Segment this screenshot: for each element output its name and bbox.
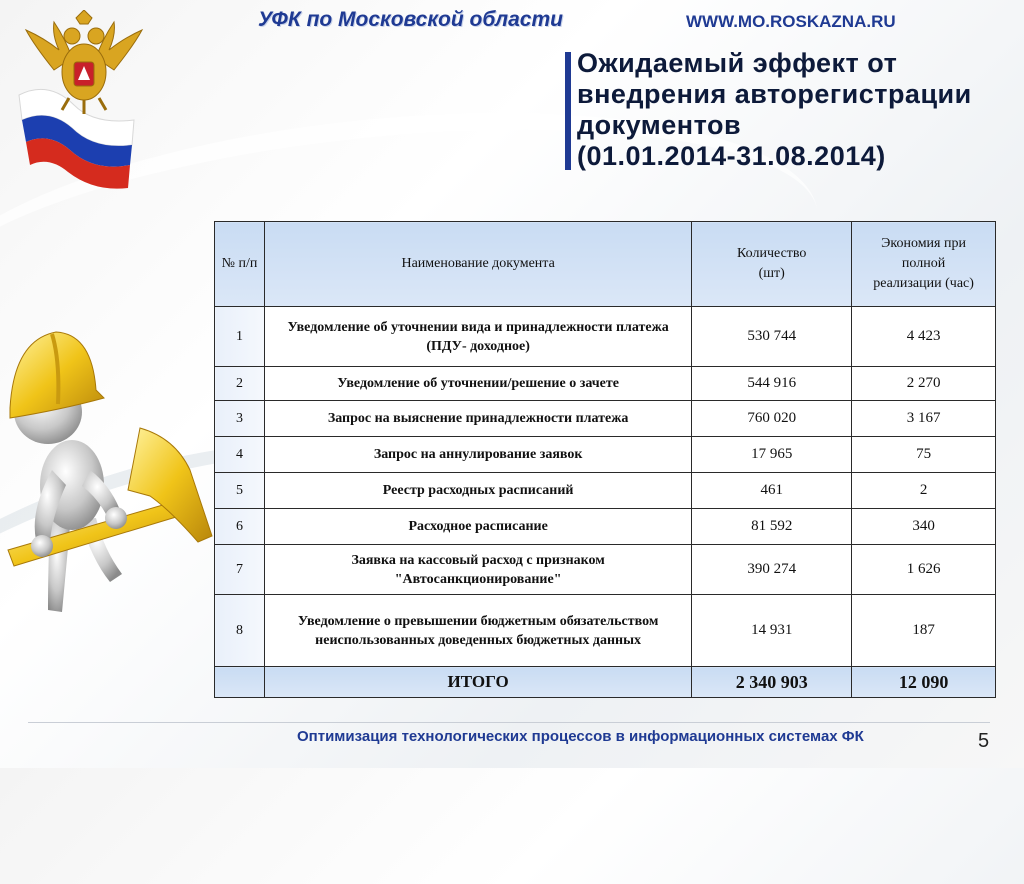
footer-caption: Оптимизация технологических процессов в информационных системах ФК: [297, 728, 864, 745]
table-row: [215, 595, 996, 667]
column-header-savings: [852, 222, 996, 307]
title-line: (01.01.2014-31.08.2014): [577, 141, 886, 171]
header-line: Экономия при: [881, 236, 966, 251]
website-url: WWW.MO.ROSKAZNA.RU: [686, 12, 896, 31]
header-line: Количество: [737, 246, 807, 261]
table-row: [215, 545, 996, 595]
document-name: Уведомление об уточнении/решение о зачете: [264, 367, 691, 401]
title-accent-bar: [565, 52, 571, 170]
row-number: 5: [215, 473, 265, 509]
row-number: 6: [215, 509, 265, 545]
table-total-row: [215, 667, 996, 698]
title-line: документов: [577, 110, 742, 140]
title-line: Ожидаемый эффект от: [577, 48, 898, 78]
quantity-value: 390 274: [692, 545, 852, 595]
header-line: реализации (час): [873, 276, 974, 291]
table-row: [215, 437, 996, 473]
document-name: Уведомление об уточнении вида и принадлежности платежа (ПДУ- доходное): [264, 307, 691, 367]
column-header-number: № п/п: [215, 222, 265, 307]
quantity-value: 544 916: [692, 367, 852, 401]
row-number: 3: [215, 401, 265, 437]
page-number: 5: [978, 730, 990, 752]
table-row: [215, 367, 996, 401]
savings-value: 75: [852, 437, 996, 473]
savings-value: 340: [852, 509, 996, 545]
savings-value: 187: [852, 595, 996, 667]
row-number: 2: [215, 367, 265, 401]
coat-of-arms-emblem: [14, 10, 154, 190]
document-name: Расходное расписание: [264, 509, 691, 545]
savings-value: 2 270: [852, 367, 996, 401]
row-number: 7: [215, 545, 265, 595]
documents-table: [214, 221, 996, 698]
table-row: [215, 307, 996, 367]
savings-value: 2: [852, 473, 996, 509]
table-header-row: [215, 222, 996, 307]
quantity-value: 14 931: [692, 595, 852, 667]
header-line: полной: [901, 256, 946, 271]
table-row: [215, 473, 996, 509]
total-savings: 12 090: [852, 667, 996, 698]
savings-value: 3 167: [852, 401, 996, 437]
total-empty-cell: [215, 667, 265, 698]
row-number: 1: [215, 307, 265, 367]
document-name: Запрос на выяснение принадлежности платежа: [264, 401, 691, 437]
column-header-quantity: [692, 222, 852, 307]
quantity-value: 81 592: [692, 509, 852, 545]
row-number: 4: [215, 437, 265, 473]
quantity-value: 760 020: [692, 401, 852, 437]
row-number: 8: [215, 595, 265, 667]
savings-value: 1 626: [852, 545, 996, 595]
slide-title: [577, 48, 1017, 172]
quantity-value: 461: [692, 473, 852, 509]
document-name: Запрос на аннулирование заявок: [264, 437, 691, 473]
footer-divider: [28, 722, 990, 723]
document-name: Заявка на кассовый расход с признаком "Автосанкционирование": [264, 545, 691, 595]
quantity-value: 530 744: [692, 307, 852, 367]
quantity-value: 17 965: [692, 437, 852, 473]
title-line: внедрения авторегистрации: [577, 79, 972, 109]
organization-name: УФК по Московской области: [258, 8, 563, 31]
savings-value: 4 423: [852, 307, 996, 367]
worker-with-hammer-illustration: [0, 320, 220, 620]
total-quantity: 2 340 903: [692, 667, 852, 698]
header-line: (шт): [758, 266, 785, 281]
document-name: Уведомление о превышении бюджетным обязательством неиспользованных доведенных бюджетных данных: [264, 595, 691, 667]
table-row: [215, 509, 996, 545]
column-header-document-name: Наименование документа: [264, 222, 691, 307]
total-label: ИТОГО: [264, 667, 691, 698]
document-name: Реестр расходных расписаний: [264, 473, 691, 509]
table-row: [215, 401, 996, 437]
